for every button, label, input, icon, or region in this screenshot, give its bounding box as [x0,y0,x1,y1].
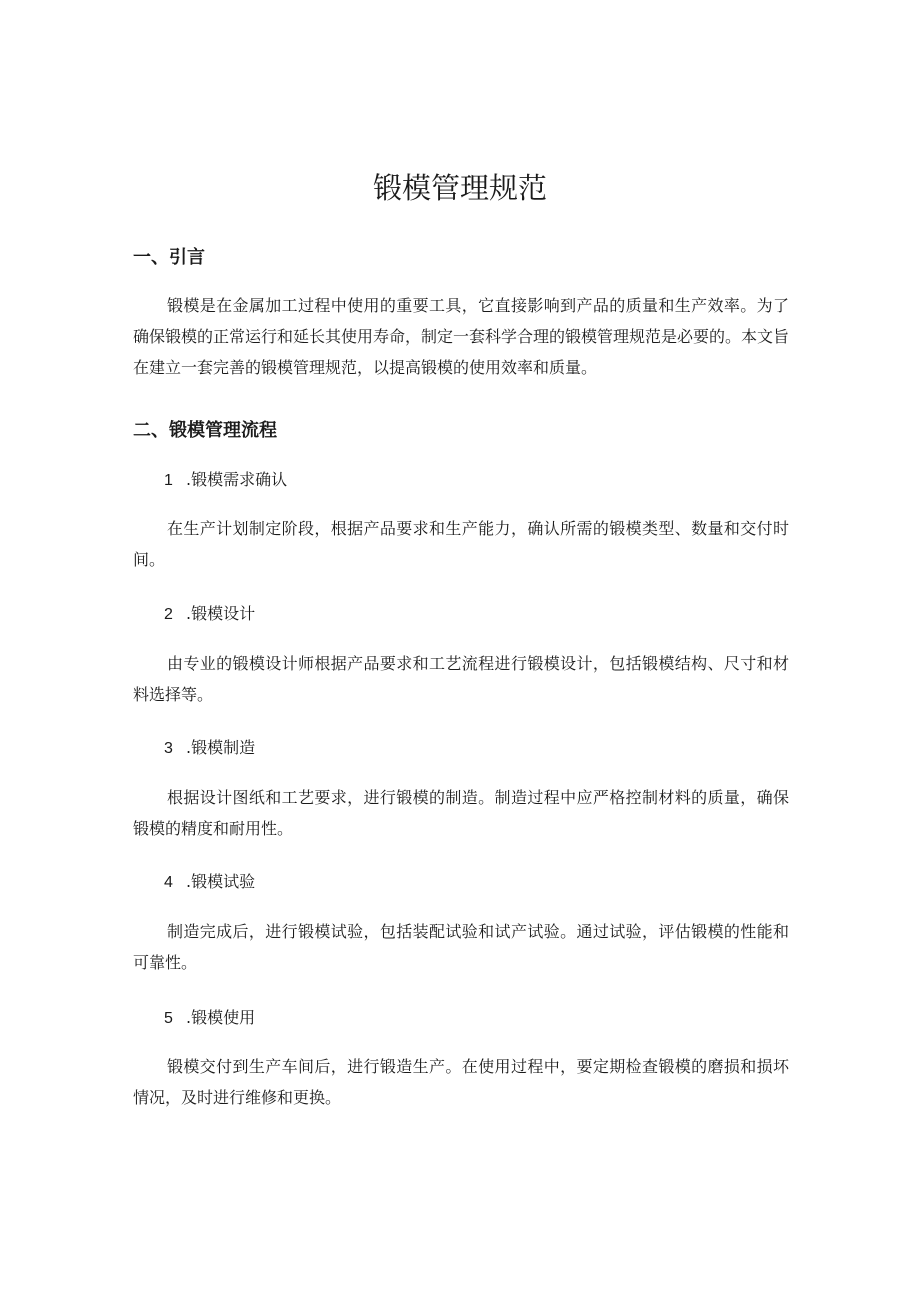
step-paragraph-4: 制造完成后，进行锻模试验，包括装配试验和试产试验。通过试验，评估锻模的性能和可靠性。 [133,922,789,972]
section-heading-introduction: 一、引言 [133,247,205,268]
step-title: .锻模设计 [186,604,256,623]
step-number: 2 [164,606,173,623]
introduction-paragraph: 锻模是在金属加工过程中使用的重要工具，它直接影响到产品的质量和生产效率。为了确保锻模的正常运行和延长其使用寿命，制定一套科学合理的锻模管理规范是必要的。本文旨在建立一套完善的锻模管理规范，以提高锻模的使用效率和质量。 [133,296,790,377]
step-heading-1 [164,467,287,494]
step-number: 5 [164,1010,173,1027]
step-title: .锻模试验 [186,872,256,891]
step-paragraph-1: 在生产计划制定阶段，根据产品要求和生产能力，确认所需的锻模类型、数量和交付时间。 [133,519,789,569]
step-paragraph-3: 根据设计图纸和工艺要求，进行锻模的制造。制造过程中应严格控制材料的质量，确保锻模的精度和耐用性。 [133,788,789,838]
step-title: .锻模制造 [186,738,256,757]
step-heading-4 [164,869,255,896]
step-paragraph-5: 锻模交付到生产车间后，进行锻造生产。在使用过程中，要定期检查锻模的磨损和损坏情况，及时进行维修和更换。 [133,1057,789,1107]
step-number: 4 [164,874,173,891]
section-heading-process: 二、锻模管理流程 [133,420,277,441]
document-title: 锻模管理规范 [372,171,547,205]
step-heading-2 [164,601,255,628]
step-title: .锻模使用 [186,1008,256,1027]
step-heading-3 [164,735,255,762]
step-number: 1 [164,472,173,489]
step-title: .锻模需求确认 [186,470,288,489]
step-number: 3 [164,740,173,757]
step-heading-5 [164,1005,255,1032]
step-paragraph-2: 由专业的锻模设计师根据产品要求和工艺流程进行锻模设计，包括锻模结构、尺寸和材料选择等。 [133,654,789,704]
